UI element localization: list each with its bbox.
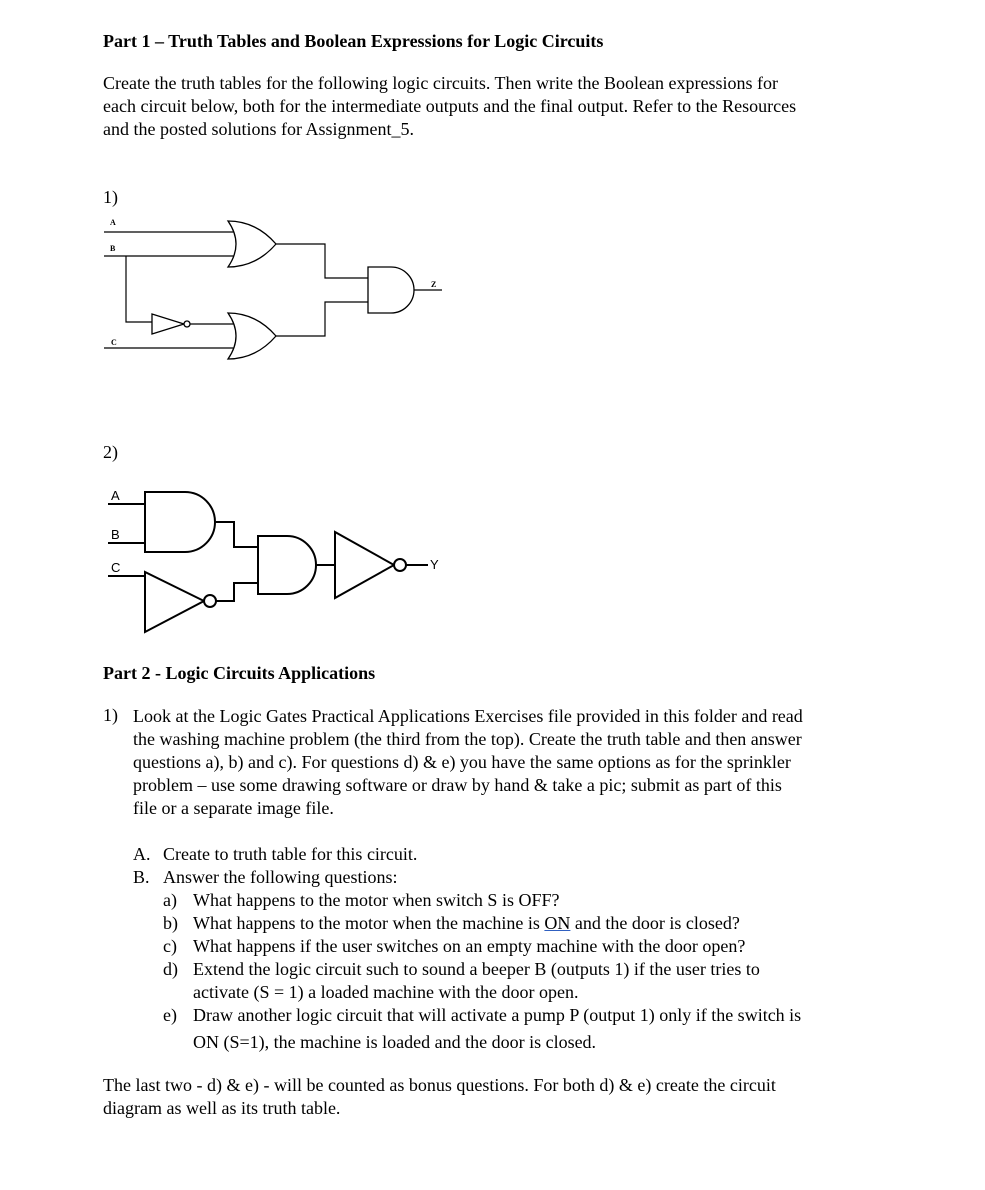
question-c-text: What happens if the user switches on an empty machine with the door open? [193, 936, 746, 956]
closing-line: The last two - d) & e) - will be counted as bonus questions. For both d) & e) create the circuit [103, 1075, 776, 1095]
item1-line: questions a), b) and c). For questions d) & e) you have the same options as for the sprinkler [133, 752, 791, 772]
circuit2-label-y: Y [430, 557, 439, 572]
circuit2-number: 2) [103, 442, 118, 462]
item1-line: Look at the Logic Gates Practical Applications Exercises file provided in this folder and read [133, 706, 803, 726]
item1-line: file or a separate image file. [133, 798, 334, 818]
part2-item1-number: 1) [103, 705, 118, 725]
circuit1-label-a: A [110, 218, 116, 227]
circuit2-label-b: B [111, 527, 120, 542]
circuit2-label-a: A [111, 488, 120, 503]
circuit1-label-c: C [111, 338, 117, 347]
question-d-text [193, 958, 760, 1004]
circuit1-label-z: Z [431, 280, 437, 289]
question-b-before: What happens to the motor when the machine is [193, 913, 545, 933]
part1-heading: Part 1 – Truth Tables and Boolean Expressions for Logic Circuits [103, 31, 604, 51]
question-d-marker: d) [163, 959, 178, 979]
part2-item1-text [133, 705, 803, 820]
circuit1-number: 1) [103, 187, 118, 207]
circuit2-label-c: C [111, 560, 121, 575]
question-b-after: and the door is closed? [570, 913, 740, 933]
closing-text [103, 1074, 776, 1120]
part2-heading: Part 2 - Logic Circuits Applications [103, 663, 376, 683]
intro-line: and the posted solutions for Assignment_5. [103, 119, 414, 139]
and-gate-2 [145, 492, 215, 552]
item1-line: problem – use some drawing software or draw by hand & take a pic; submit as part of this [133, 775, 782, 795]
and-gate-3 [258, 536, 316, 594]
list-b-text: Answer the following questions: [163, 867, 398, 887]
question-a-text: What happens to the motor when switch S is OFF? [193, 890, 560, 910]
question-d-line: Extend the logic circuit such to sound a beeper B (outputs 1) if the user tries to [193, 959, 760, 979]
not-bubble-2 [204, 595, 216, 607]
intro-line: each circuit below, both for the intermediate outputs and the final output. Refer to the Resources [103, 96, 797, 116]
question-a-marker: a) [163, 890, 177, 910]
question-c-marker: c) [163, 936, 177, 956]
intro-line: Create the truth tables for the following logic circuits. Then write the Boolean expressions for [103, 73, 778, 93]
list-a-text: Create to truth table for this circuit. [163, 844, 418, 864]
not-gate-2 [145, 572, 204, 632]
question-e-line2: ON (S=1), the machine is loaded and the door is closed. [193, 1032, 597, 1052]
question-b-marker: b) [163, 913, 178, 933]
question-b-underlined: ON [544, 913, 571, 933]
item1-line: the washing machine problem (the third from the top). Create the truth table and then answer [133, 729, 802, 749]
circuit1-label-b: B [110, 244, 116, 253]
question-b-text [193, 912, 740, 935]
list-b-marker: B. [133, 867, 150, 887]
not-gate-3 [335, 532, 394, 598]
list-a-marker: A. [133, 844, 151, 864]
closing-line: diagram as well as its truth table. [103, 1098, 341, 1118]
not-bubble-3 [394, 559, 406, 571]
question-e-line1: Draw another logic circuit that will activate a pump P (output 1) only if the switch is [193, 1005, 802, 1025]
question-d-line: activate (S = 1) a loaded machine with the door open. [193, 982, 579, 1002]
question-e-marker: e) [163, 1005, 177, 1025]
